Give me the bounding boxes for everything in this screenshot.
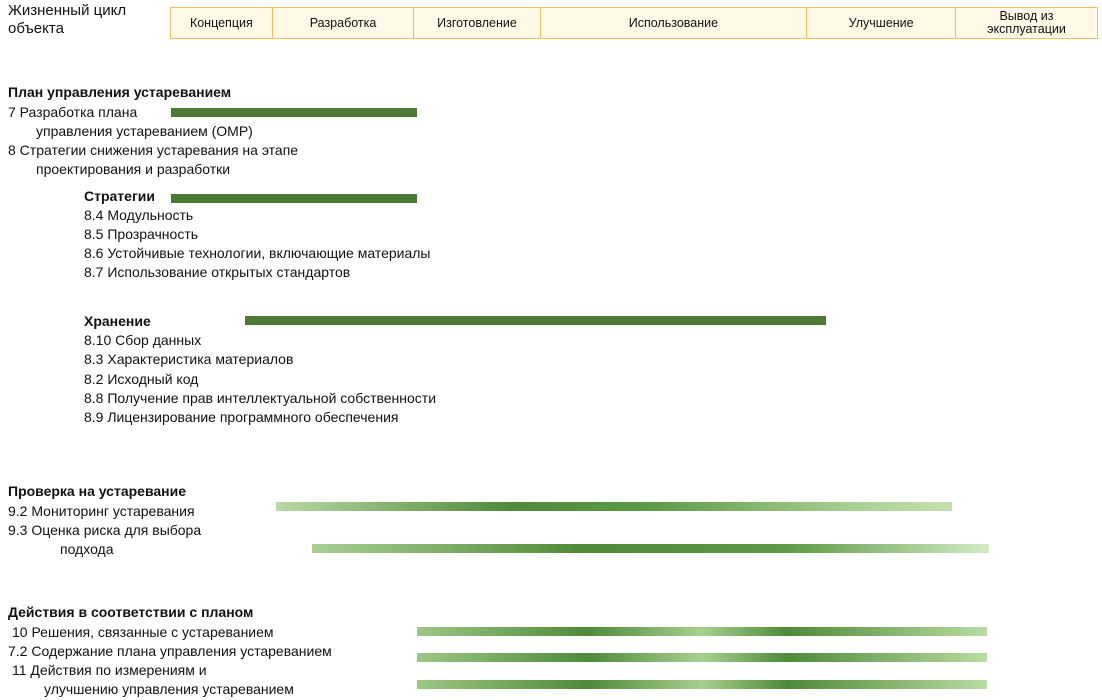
phase-concept: Концепция	[171, 8, 273, 38]
phase-production: Изготовление	[414, 8, 540, 38]
plan-title: План управления устареванием	[8, 84, 232, 100]
actions-item-72-bar	[417, 653, 987, 662]
actions-item-72: 7.2 Содержание плана управления устареванием	[8, 643, 332, 659]
plan-item-8-line1: 8 Стратегии снижения устаревания на этапе	[8, 142, 299, 158]
actions-item-11-bar	[417, 680, 987, 689]
strategy-item: 8.7 Использование открытых стандартов	[84, 264, 351, 280]
strategy-item: 8.4 Модульность	[84, 207, 194, 223]
strategies-bar	[171, 194, 417, 203]
check-item-93-line1: 9.3 Оценка риска для выбора	[8, 522, 202, 538]
strategies-title: Стратегии	[84, 188, 155, 204]
plan-item-7-line2: управления устареванием (OMP)	[36, 123, 253, 139]
storage-item: 8.2 Исходный код	[84, 371, 199, 387]
check-title: Проверка на устаревание	[8, 483, 187, 499]
lifecycle-phase-bar	[170, 7, 1098, 39]
phase-retirement: Вывод из эксплуатации	[956, 8, 1097, 38]
actions-title: Действия в соответствии с планом	[8, 604, 254, 620]
plan-item-7-line1: 7 Разработка плана	[8, 104, 138, 120]
check-item-92-bar	[276, 502, 952, 511]
actions-item-11-line1: 11 Действия по измерениям и	[12, 662, 207, 678]
phase-utilization: Использование	[541, 8, 808, 38]
actions-item-10: 10 Решения, связанные с устареванием	[12, 624, 274, 640]
storage-item: 8.10 Сбор данных	[84, 332, 202, 348]
actions-item-10-bar	[417, 627, 987, 636]
check-item-92: 9.2 Мониторинг устаревания	[8, 503, 195, 519]
storage-item: 8.9 Лицензирование программного обеспечения	[84, 409, 399, 425]
plan-item-8-line2: проектирования и разработки	[36, 161, 231, 177]
actions-item-11-line2: улучшению управления устареванием	[44, 681, 294, 697]
storage-item: 8.8 Получение прав интеллектуальной собственности	[84, 390, 437, 406]
lifecycle-label: Жизненный цикл объекта	[8, 2, 127, 37]
strategy-item: 8.6 Устойчивые технологии, включающие материалы	[84, 245, 431, 261]
storage-item: 8.3 Характеристика материалов	[84, 351, 294, 367]
check-item-93-bar	[312, 544, 989, 553]
check-item-93-line2: подхода	[60, 541, 114, 557]
phase-improvement: Улучшение	[807, 8, 956, 38]
phase-development: Разработка	[273, 8, 415, 38]
plan-item-7-bar	[171, 108, 417, 117]
storage-title: Хранение	[84, 313, 151, 329]
storage-bar	[245, 316, 826, 325]
strategy-item: 8.5 Прозрачность	[84, 226, 199, 242]
